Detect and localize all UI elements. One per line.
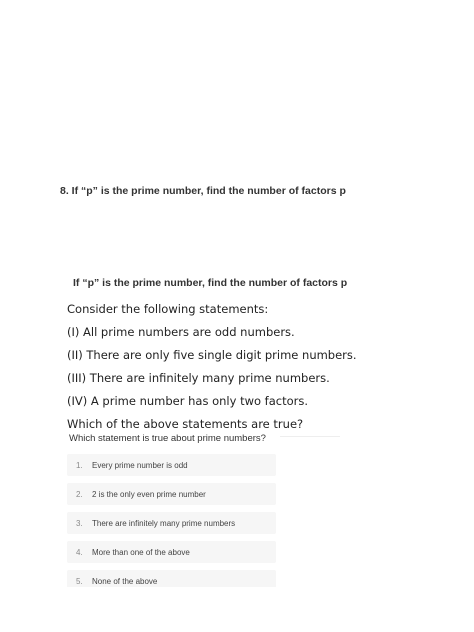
answer-option-4[interactable] [67, 541, 276, 563]
option-label: There are infinitely many prime numbers [92, 518, 236, 528]
statement-prompt: Which of the above statements are true? [67, 417, 304, 431]
statement-iv: (IV) A prime number has only two factors. [67, 394, 309, 408]
option-label: Every prime number is odd [92, 460, 188, 470]
option-label: None of the above [92, 576, 158, 586]
option-label: 2 is the only even prime number [92, 489, 206, 499]
sub-question-heading: If “p” is the prime number, find the number of factors p [73, 277, 348, 289]
option-number: 2. [76, 489, 83, 499]
quiz-question: Which statement is true about prime numbers? [69, 433, 266, 444]
option-number: 1. [76, 460, 83, 470]
statement-ii: (II) There are only five single digit prime numbers. [67, 348, 357, 362]
option-number: 3. [76, 518, 83, 528]
statement-iii: (III) There are infinitely many prime numbers. [67, 371, 330, 385]
answer-options [67, 454, 276, 587]
statements-list [67, 298, 357, 436]
statement-i: (I) All prime numbers are odd numbers. [67, 325, 295, 339]
quiz-divider [280, 436, 340, 437]
answer-option-2[interactable] [67, 483, 276, 505]
option-label: More than one of the above [92, 547, 190, 557]
answer-option-1[interactable] [67, 454, 276, 476]
option-number: 5. [76, 576, 83, 586]
option-number: 4. [76, 547, 83, 557]
answer-option-3[interactable] [67, 512, 276, 534]
statement-intro: Consider the following statements: [67, 302, 269, 316]
question-heading: 8. If “p” is the prime number, find the number of factors p [60, 185, 346, 197]
answer-option-5[interactable] [67, 570, 276, 587]
